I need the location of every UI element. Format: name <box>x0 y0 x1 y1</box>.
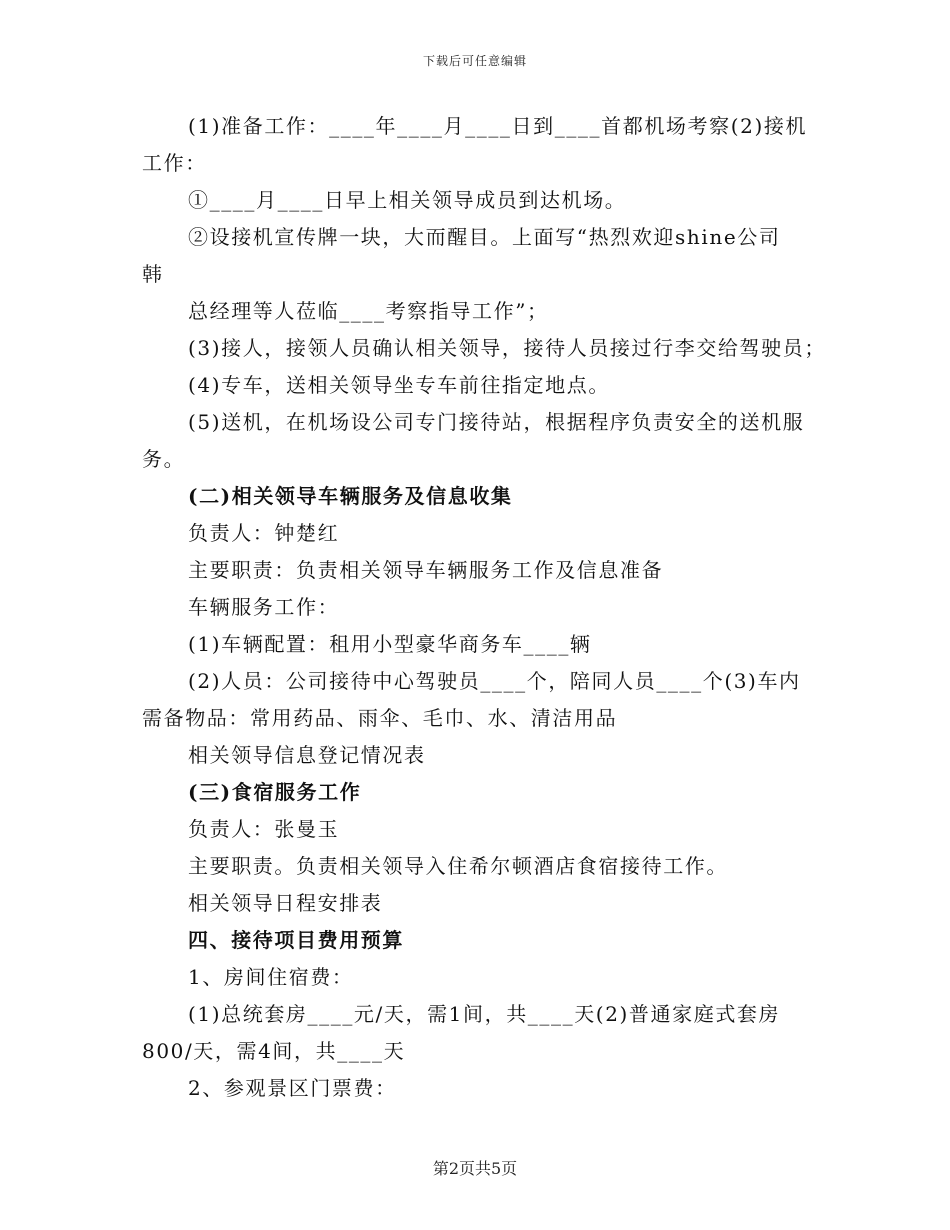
section-heading: 四、接待项目费用预算 <box>188 928 404 952</box>
page-footer: 第2页共5页 <box>432 1159 518 1178</box>
section-heading: (二)相关领导车辆服务及信息收集 <box>188 484 513 508</box>
paragraph-line: 800/天，需4间，共____天 <box>142 1039 406 1063</box>
paragraph-line: 2、参观景区门票费： <box>188 1076 397 1100</box>
paragraph-line: 主要职责。负责相关领导入住希尔顿酒店食宿接待工作。 <box>188 854 728 878</box>
paragraph-line: 1、房间住宿费： <box>188 965 354 989</box>
paragraph-line: (1)总统套房____元/天，需1间，共____天(2)普通家庭式套房 <box>188 1002 781 1026</box>
section-heading: (三)食宿服务工作 <box>188 780 362 804</box>
paragraph-line: 相关领导日程安排表 <box>188 891 383 915</box>
paragraph-line: (4)专车，送相关领导坐专车前往指定地点。 <box>188 373 610 397</box>
paragraph-line: (1)车辆配置：租用小型豪华商务车____辆 <box>188 632 592 656</box>
document-body <box>142 108 826 1107</box>
page-header: 下载后可任意编辑 <box>422 54 527 68</box>
paragraph-line: (3)接人，接领人员确认相关领导，接待人员接过行李交给驾驶员； <box>188 336 826 360</box>
paragraph-line: 总经理等人莅临____考察指导工作”； <box>188 299 549 323</box>
paragraph-line: ①____月____日早上相关领导成员到达机场。 <box>188 188 627 212</box>
paragraph-line: (2)人员：公司接待中心驾驶员____个，陪同人员____个(3)车内 <box>188 669 801 693</box>
paragraph-line: 务。 <box>142 447 186 471</box>
paragraph-line: 负责人：张曼玉 <box>188 817 340 841</box>
paragraph-line: 相关领导信息登记情况表 <box>188 743 426 767</box>
paragraph-line: 韩 <box>142 262 164 286</box>
paragraph-line: 主要职责：负责相关领导车辆服务工作及信息准备 <box>188 558 664 582</box>
paragraph-line: (5)送机，在机场设公司专门接待站，根据程序负责安全的送机服 <box>188 410 805 434</box>
paragraph-line: 需备物品：常用药品、雨伞、毛巾、水、清洁用品 <box>142 706 618 730</box>
paragraph-line: ②设接机宣传牌一块，大而醒目。上面写“热烈欢迎shine公司 <box>188 225 781 249</box>
paragraph-line: 车辆服务工作： <box>188 595 340 619</box>
paragraph-line: 工作： <box>142 151 207 175</box>
paragraph-line: 负责人：钟楚红 <box>188 521 340 545</box>
paragraph-line: (1)准备工作：____年____月____日到____首都机场考察(2)接机 <box>188 114 808 138</box>
